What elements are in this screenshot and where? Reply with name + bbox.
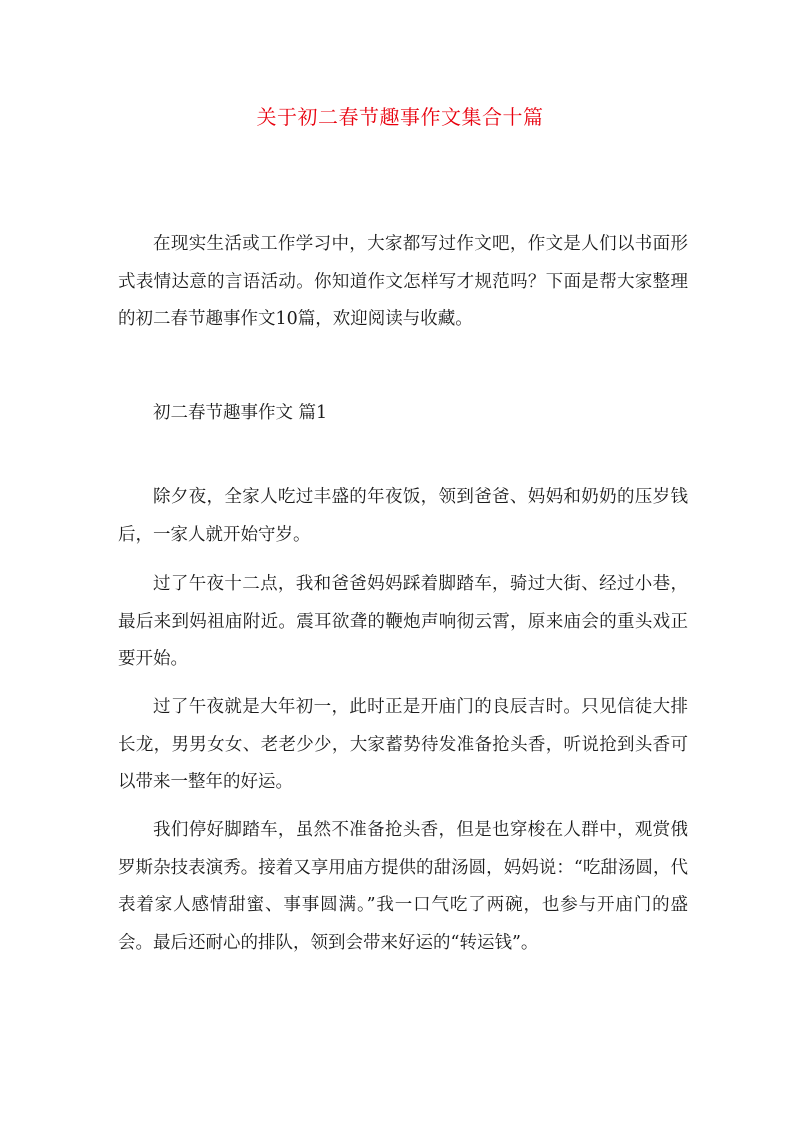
body-paragraph-3: 过了午夜就是大年初一，此时正是开庙门的良辰吉时。只见信徒大排长龙，男男女女、老老少少，大家蓄势待发准备抢头香，听说抢到头香可以带来一整年的好运。	[118, 697, 688, 792]
document-title: 关于初二春节趣事作文集合十篇	[256, 105, 544, 129]
intro-paragraph: 在现实生活或工作学习中，大家都写过作文吧，作文是人们以书面形式表情达意的言语活动。你知道作文怎样写才规范吗？下面是帮大家整理的初二春节趣事作文10篇，欢迎阅读与收藏。	[118, 234, 688, 329]
body-paragraph-4: 我们停好脚踏车，虽然不准备抢头香，但是也穿梭在人群中，观赏俄罗斯杂技表演秀。接着又享用庙方提供的甜汤圆，妈妈说：“吃甜汤圆，代表着家人感情甜蜜、事事圆满。”我一口气吃了两碗，也参与开庙门的盛会。最后还耐心的排队，领到会带来好运的“转运钱”。	[118, 820, 688, 953]
section-heading: 初二春节趣事作文 篇1	[153, 403, 328, 423]
body-paragraph-2: 过了午夜十二点，我和爸爸妈妈踩着脚踏车，骑过大街、经过小巷，最后来到妈祖庙附近。震耳欲聋的鞭炮声响彻云霄，原来庙会的重头戏正要开始。	[118, 574, 688, 669]
body-paragraph-1: 除夕夜，全家人吃过丰盛的年夜饭，领到爸爸、妈妈和奶奶的压岁钱后，一家人就开始守岁。	[118, 487, 688, 545]
